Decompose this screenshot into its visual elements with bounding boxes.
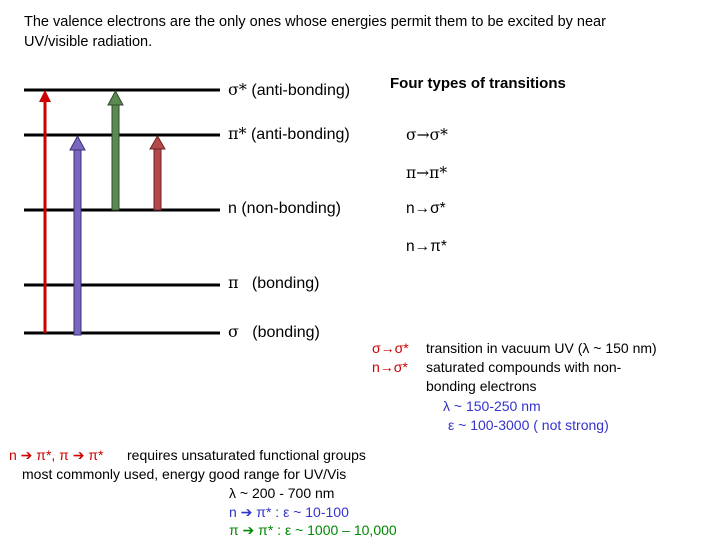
sigma-star-label: (anti-bonding) xyxy=(251,82,351,99)
intro-line-2: UV/visible radiation. xyxy=(24,34,153,50)
transition-n-pi-star: n→π* xyxy=(406,238,447,255)
label-n: n (non-bonding) xyxy=(228,200,341,217)
note-n-epsilon: ε ~ 100-3000 ( not strong) xyxy=(448,417,609,433)
label-sigma-star xyxy=(228,80,350,100)
note-sigma-text: transition in vacuum UV (λ ~ 150 nm) xyxy=(426,340,657,356)
transition-pi-pi-star: π→π* xyxy=(406,164,448,182)
bottom-line-2: most commonly used, energy good range for UV/Vis xyxy=(22,466,347,482)
arrow-n-to-pi-star xyxy=(150,136,165,210)
arrow-pi-to-pi-star xyxy=(70,136,85,335)
label-pi-star xyxy=(228,124,350,144)
bottom-n-pi-star: n ➔ π* : ε ~ 10-100 xyxy=(229,504,349,520)
note-n-lambda: λ ~ 150-250 nm xyxy=(443,398,541,414)
label-pi xyxy=(228,273,319,293)
label-sigma xyxy=(228,322,320,342)
sigma-symbol: σ xyxy=(228,322,239,341)
pi-star-symbol: π* xyxy=(228,124,247,143)
bottom-symbols: n ➔ π*, π ➔ π* xyxy=(9,447,104,463)
pi-star-label: (anti-bonding) xyxy=(250,126,350,143)
note-sigma-symbol: σ→σ* xyxy=(372,340,409,356)
arrow-n-to-sigma-star xyxy=(108,91,123,210)
sigma-label: (bonding) xyxy=(252,324,320,341)
intro-line-1: The valence electrons are the only ones whose energies permit them to be excited by near xyxy=(24,14,606,30)
transition-sigma-sigma-star: σ→σ* xyxy=(406,126,448,144)
transition-n-sigma-star: n→σ* xyxy=(406,200,446,217)
transitions-title: Four types of transitions xyxy=(390,75,566,92)
bottom-pi-pi-star: π ➔ π* : ε ~ 1000 – 10,000 xyxy=(229,522,397,538)
bottom-lambda: λ ~ 200 - 700 nm xyxy=(229,485,335,501)
pi-symbol: π xyxy=(228,273,239,292)
sigma-star-symbol: σ* xyxy=(228,80,247,99)
pi-label: (bonding) xyxy=(251,275,320,292)
bottom-line-1-text: requires unsaturated functional groups xyxy=(127,447,366,463)
note-n-text-1: saturated compounds with non- xyxy=(426,359,622,375)
note-n-text-2: bonding electrons xyxy=(426,378,537,394)
note-n-symbol: n→σ* xyxy=(372,359,408,375)
